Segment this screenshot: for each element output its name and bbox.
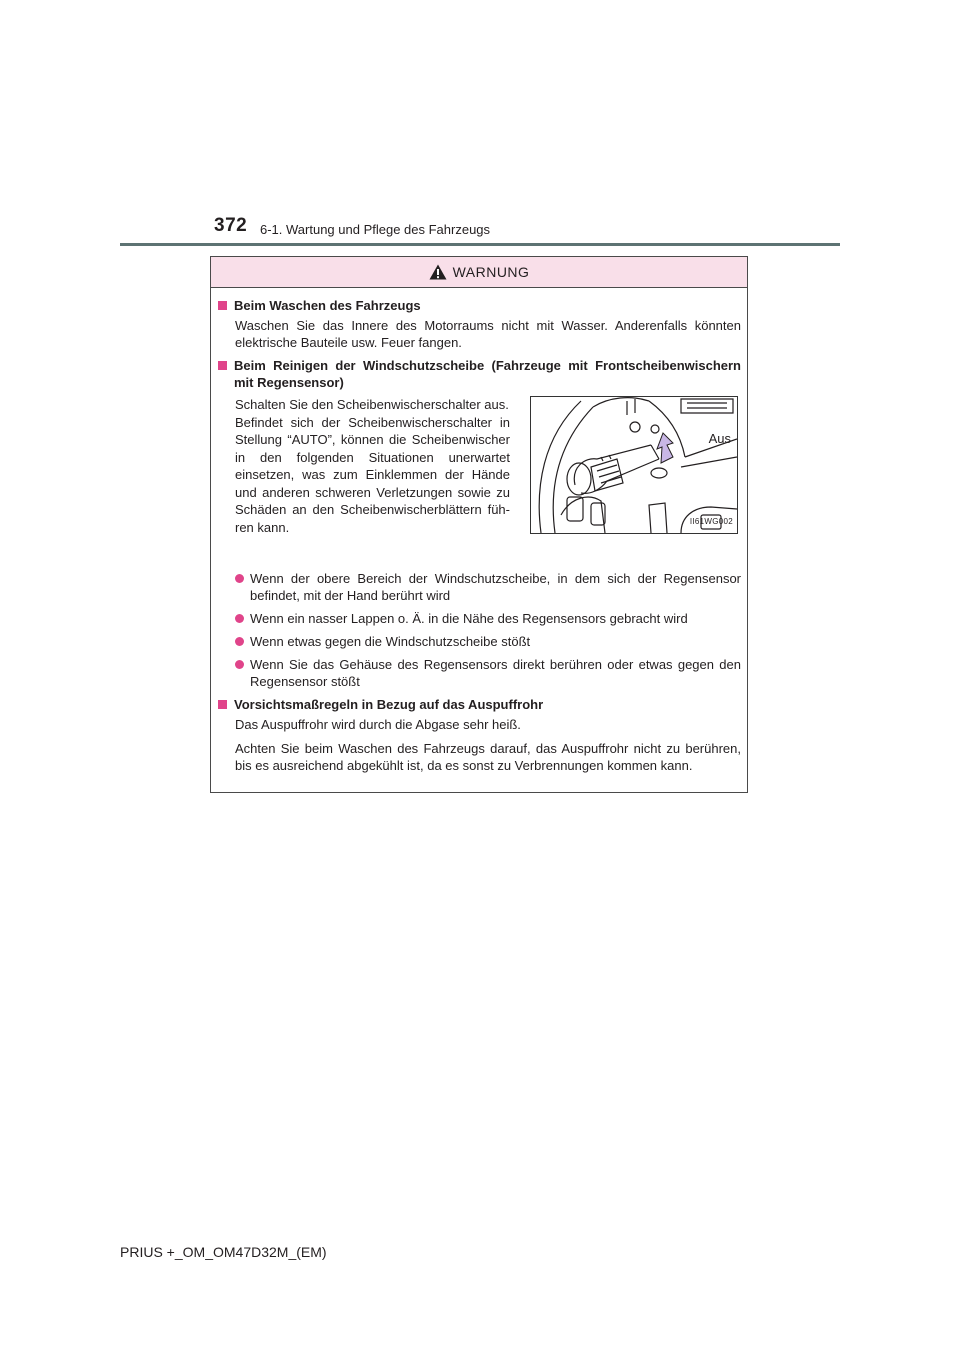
- square-bullet-icon: [218, 301, 227, 310]
- circle-bullet-icon: [235, 660, 244, 669]
- circle-bullet-icon: [235, 637, 244, 646]
- windshield-intro-text: Schalten Sie den Scheibenwischerschalter aus. Befindet sich der Scheibenwischerschalter in Stellung “AUTO”, können die Scheibenwischer in den folgenden Situationen unerwartet einsetzen, was zum Einklemmen der Hände und anderen schweren Verletzungen sowie zu Schäden an den Scheibenwischerblättern führen kann.: [235, 397, 510, 535]
- section-heading-windshield: Beim Reinigen der Windschutzscheibe (Fahrzeuge mit Frontscheibenwischern mit Regensensor): [218, 357, 741, 391]
- section-heading-exhaust: Vorsichtsmaßregeln in Bezug auf das Auspuffrohr: [218, 696, 741, 713]
- section-text-exhaust-2: Achten Sie beim Waschen des Fahrzeugs darauf, das Auspuffrohr nicht zu berühren, bis es ausreichend abgekühlt ist, da es sonst zu Verbrennungen kommen kann.: [235, 741, 741, 773]
- warning-title: WARNUNG: [452, 264, 530, 280]
- list-item: Wenn der obere Bereich der Windschutzscheibe, in dem sich der Regensensor befindet, mit der Hand berührt wird: [235, 570, 741, 604]
- wiper-switch-figure: [530, 396, 738, 534]
- warning-body: [211, 288, 747, 774]
- square-bullet-icon: [218, 700, 227, 709]
- section-text-washing: Waschen Sie das Innere des Motorraums nicht mit Wasser. Anderenfalls könnten elektrische Bauteile usw. Feuer fangen.: [235, 318, 741, 350]
- circle-bullet-icon: [235, 574, 244, 583]
- header-rule: [120, 243, 840, 246]
- warning-header: [211, 257, 747, 288]
- figure-label-off: Aus: [708, 431, 731, 446]
- page-number: 372: [214, 215, 248, 236]
- figure-code: II61WG002: [689, 517, 733, 526]
- square-bullet-icon: [218, 361, 227, 370]
- warning-box: [210, 256, 748, 793]
- warning-triangle-icon: [429, 264, 447, 280]
- section-title: 6-1. Wartung und Pflege des Fahrzeugs: [260, 222, 491, 237]
- footer-model-code: PRIUS +_OM_OM47D32M_(EM): [120, 1244, 327, 1260]
- section-heading-washing: Beim Waschen des Fahrzeugs: [218, 297, 741, 314]
- section-text-exhaust-1: Das Auspuffrohr wird durch die Abgase sehr heiß.: [235, 717, 521, 732]
- list-item: Wenn Sie das Gehäuse des Regensensors direkt berühren oder etwas gegen den Regensensor stößt: [235, 656, 741, 690]
- list-item: Wenn ein nasser Lappen o. Ä. in die Nähe des Regensensors gebracht wird: [235, 610, 741, 627]
- circle-bullet-icon: [235, 614, 244, 623]
- list-item: Wenn etwas gegen die Windschutzscheibe stößt: [235, 633, 741, 650]
- windshield-intro-block: [218, 396, 741, 564]
